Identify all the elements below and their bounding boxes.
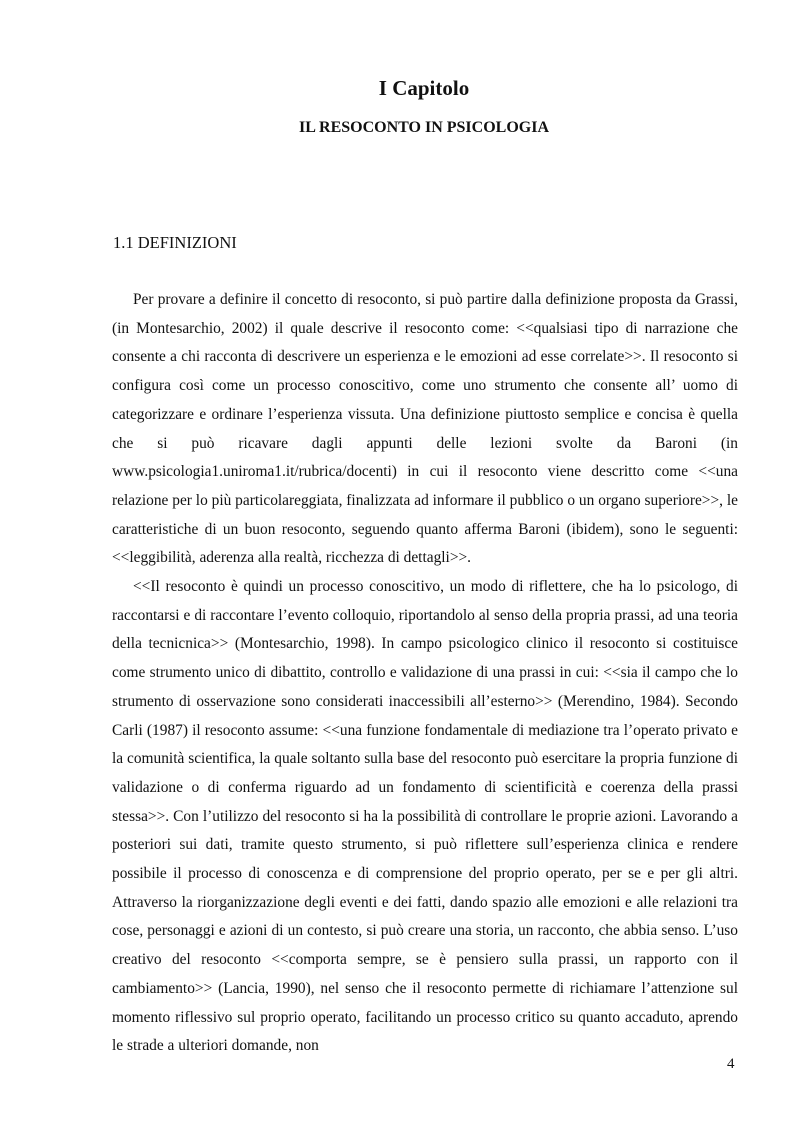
paragraph-processo-conoscitivo: <<Il resoconto è quindi un processo conoscitivo, un modo di riflettere, che ha lo psicologo, di raccontarsi e di raccontare l’evento colloquio, riportandolo al senso della propria prassi, ad una teoria della tecnicnica>> (Montesarchio, 1998). In campo psicologico clinico il resoconto si costituisce come strumento unico di dibattito, controllo e validazione di una prassi in cui: <<sia il campo che lo strumento di osservazione sono considerati inaccessibili all’esterno>> (Merendino, 1984). Secondo Carli (1987) il resoconto assume: <<una funzione fondamentale di mediazione tra l’operato privato e la comunità scientifica, la quale soltanto sulla base del resoconto può esercitare la propria funzione di validazione o di conferma riguardo ad un fondamento di scientificità e coerenza della prassi stessa>>. Con l’utilizzo del resoconto si ha la possibilità di controllare le proprie azioni. Lavorando a posteriori sui dati, tramite questo strumento, si può riflettere sull’esperienza clinica e rendere possibile il processo di conoscenza e di comprensione del proprio operato, per se e per gli altri. Attraverso la riorganizzazione degli eventi e dei fatti, dando spazio alle emozioni e alle relazioni tra cose, personaggi e azioni di un contesto, si può creare una storia, un racconto, che abbia senso. L’uso creativo del resoconto <<comporta sempre, se è pensiero sulla prassi, un rapporto con il cambiamento>> (Lancia, 1990), nel senso che il resoconto permette di richiamare l’attenzione sul momento riflessivo sul proprio operato, facilitando un processo critico su quanto accaduto, aprendo le strade a ulteriori domande, non: [112, 578, 738, 1055]
section-heading: 1.1 DEFINIZIONI: [113, 233, 237, 252]
chapter-subtitle: IL RESOCONTO IN PSICOLOGIA: [299, 119, 549, 136]
body-text: [112, 286, 738, 1061]
chapter-title: I Capitolo: [378, 76, 470, 100]
page-number: 4: [727, 1056, 735, 1072]
paragraph-definizioni: Per provare a definire il concetto di resoconto, si può partire dalla definizione proposta da Grassi, (in Montesarchio, 2002) il quale descrive il resoconto come: <<qualsiasi tipo di narrazione che consente a chi racconta di descrivere un esperienza e le emozioni ad esse correlate>>. Il resoconto si configura così come un processo conoscitivo, come uno strumento che consente all’ uomo di categorizzare e ordinare l’esperienza vissuta. Una definizione piuttosto semplice e concisa è quella che si può ricavare dagli appunti delle lezioni svolte da Baroni (in www.psicologia1.uniroma1.it/rubrica/docenti) in cui il resoconto viene descritto come <<una relazione per lo più particolareggiata, finalizzata ad informare il pubblico o un organo superiore>>, le caratteristiche di un buon resoconto, seguendo quanto afferma Baroni (ibidem), sono le seguenti: <<leggibilità, aderenza alla realtà, ricchezza di dettagli>>.: [112, 291, 738, 567]
